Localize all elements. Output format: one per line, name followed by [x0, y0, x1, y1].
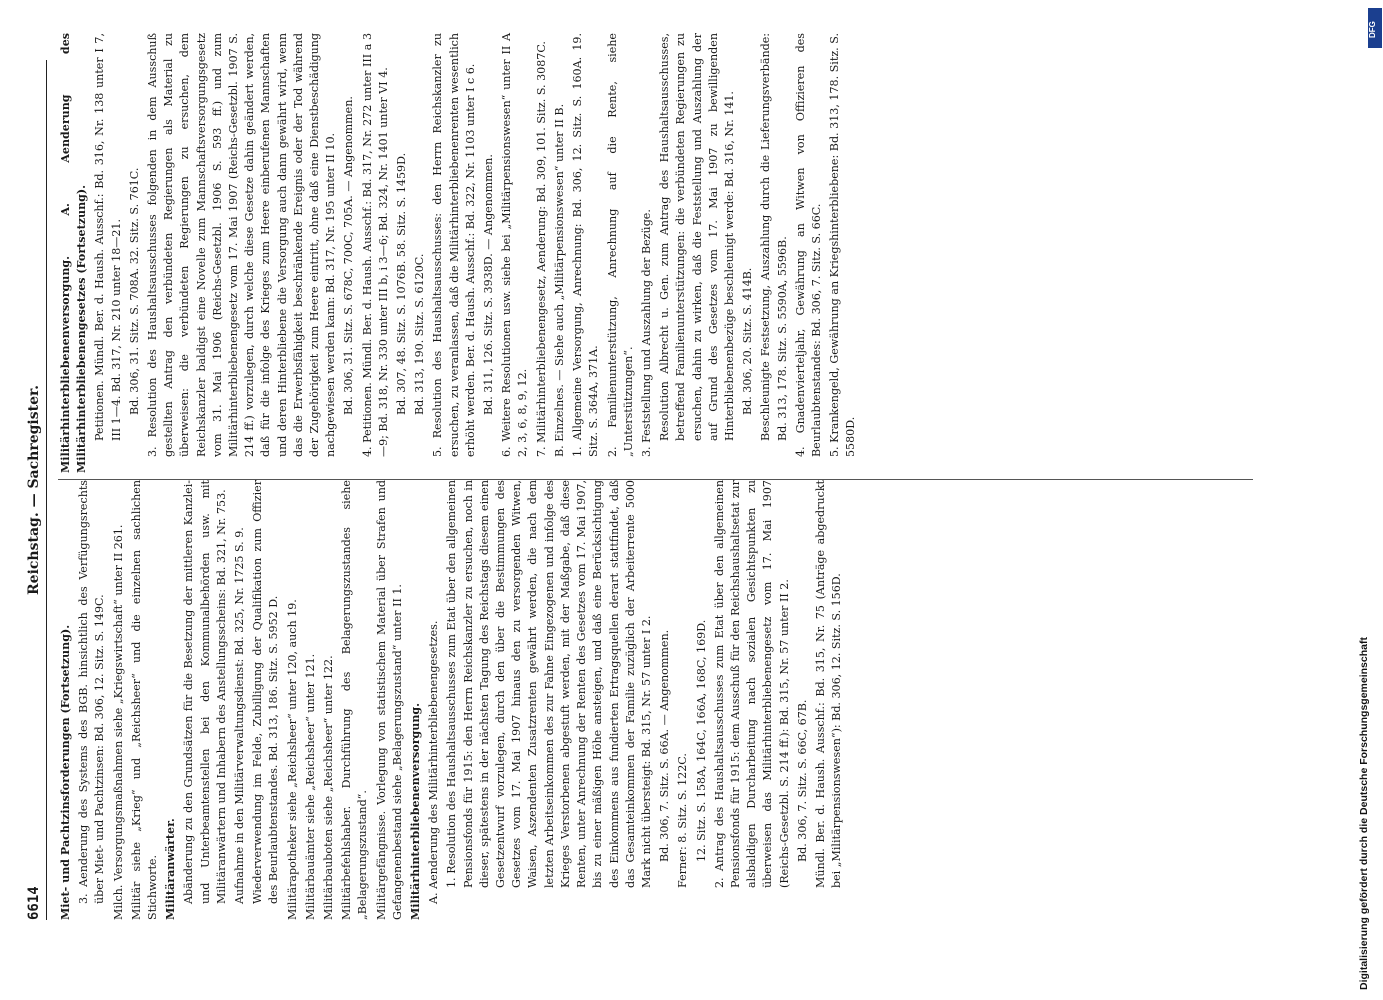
right-column-entry: 6. Weitere Resolutionen usw. siehe bei „Militärpensionswesen“ unter II A 2, 3, 6, 8, 9, 12. [500, 33, 530, 457]
left-column-entry: 3. Aenderung des Systems des BGB. hinsichtlich des Verfügungsrechts über Miet- und Pachtzinsen: Bd. 306, 12. Sitz. S. 149C. [77, 480, 107, 904]
left-column-entry: A. Aenderung des Militärhinterbliebenengesetzes. [427, 620, 441, 904]
right-column-entry: Petitionen. Mündl. Ber. d. Haush. Ausschf.: Bd. 316, Nr. 138 unter I 7, III 1—4. Bd. 317, Nr. 210 unter 18—21. [93, 33, 123, 441]
page-number: 6614 [26, 886, 42, 920]
right-column-entry: 5. Krankengeld, Gewährung an Kriegshinterbliebene: Bd. 313, 178. Sitz. S. 5580D. [828, 33, 858, 457]
left-column-entry: Mündl. Ber. d. Haush. Ausschf.: Bd. 315, Nr. 75 (Anträge abgedruckt bei „Militärpensionswesen“): Bd. 306, 12. Sitz. S. 156D. [813, 480, 844, 888]
left-column-entry: Militäranwärter. [164, 818, 178, 920]
right-column-entry: Resolution Albrecht u. Gen. zum Antrag des Haushaltsausschusses, betreffend Familienunterstützungen: die verbündeten Regierungen zu ersuchen, dahin zu wirken, daß die Feststellung und Auszahlung der auf Grund des Gesetzes vom 17. Mai 1907 zu bewilligenden Hinterbliebenenbezüge beschleunigt werde: Bd. 316, Nr. 141. [658, 33, 736, 441]
digitization-note: Digitalisierung gefördert durch die Deutsche Forschungsgemeinschaft [1358, 637, 1370, 990]
right-column-entry: 3. Resolution des Haushaltsausschusses folgenden in dem Ausschuß gestellten Antrag den verbündeten Regierungen als Material zu überweisen: die verbündeten Regierungen zu ersuchen, dem Reichskanzler baldigst eine Novelle zum Mannschaftsversorgungsgesetz vom 31. Mai 1906 (Reichs-Gesetzbl. 1906 S. 593 ff.) und zum Militärhinterbliebenengesetz vom 17. Mai 1907 (Reichs-Gesetzbl. 1907 S. 214 ff.) vorzulegen, durch welche diese Gesetze dahin geändert werden, daß für die infolge des Krieges zum Heere einberufenen Mannschaften und deren Hinterbliebene die Versorgung auch dann gewährt wird, wenn das die Erwerbsfähigkeit beschränkende Ereignis oder der Tod während der Zugehörigkeit zum Heere eintritt, ohne daß eine Dienstbeschädigung nachgewiesen werden kann: Bd. 317, Nr. 195 unter II 10. [146, 33, 338, 457]
right-column-entry: 2. Familienunterstützung, Anrechnung auf die Rente, siehe „Unterstützungen“. [605, 33, 635, 457]
left-column-entry: Bd. 306, 7. Sitz. S. 66C, 67B. [795, 699, 809, 862]
dfg-logo-text: DFG [1368, 21, 1377, 38]
right-column-entry: 4. Petitionen. Mündl. Ber. d. Haush. Ausschf.: Bd. 317, Nr. 272 unter III a 3—9; Bd. 318, Nr. 330 unter III b, i 3—6; Bd. 324, Nr. 1401 unter VI 4. [360, 33, 390, 457]
right-column [58, 33, 1253, 480]
left-column-entry: Militär siehe „Krieg“ und „Reichsheer“ und die einzelnen sachlichen Stichworte. [129, 480, 160, 920]
right-column-entry: B. Einzelnes. — Siehe auch „Militärpensionswesen“ unter II B. [552, 103, 566, 457]
left-column-entry: Militärapotheker siehe „Reichsheer“ unter 120, auch 19. [285, 599, 299, 920]
right-column-entry: 3. Feststellung und Auszahlung der Bezüge. [639, 209, 653, 457]
left-column-entry: 12. Sitz. S. 158A, 164C, 166A, 168C, 169D. [694, 619, 708, 862]
running-header [22, 60, 47, 920]
left-column-entry: Militärgefängnisse. Vorlegung von statistischem Material über Strafen und Gefangenenbestand siehe „Belagerungszustand“ unter II 1. [374, 480, 404, 920]
right-column-entry: Bd. 306, 31. Sitz. S. 678C, 700C, 705A. — Angenommen. [342, 96, 356, 415]
left-column-entry: Milch. Versorgungsmaßnahmen siehe „Kriegswirtschaft“ unter II 261. [111, 524, 125, 920]
running-head: Reichstag. — Sachregister. [26, 385, 42, 595]
left-column-entry: 1. Resolution des Haushaltsausschusses zum Etat über den allgemeinen Pensionsfonds für 1915: den Herrn Reichskanzler zu ersuchen, noch in dieser, spätestens in der nächsten Tagung des Reichstags diesem einen Gesetzentwurf vorzulegen, durch den über die Bestimmungen des Gesetzes vom 17. Mai 1907 hinaus den zu versorgenden Witwen, Waisen, Aszendenten Zusatzrenten gewährt werden, die nach dem letzten Arbeitseinkommen des zur Fahne Eingezogenen und infolge des Krieges Verstorbenen abgestuft werden, mit der Maßgabe, daß diese Renten, unter Anrechnung der Renten des Gesetzes vom 17. Mai 1907, bis zu einer mäßigen Höhe ansteigen, und daß eine Berücksichtigung des Einkommens aus fundierten Ertragsquellen derart stattfindet, daß das Gesamteinkommen der Familie zuzüglich der Arbeiterrente 5000 Mark nicht übersteigt: Bd. 315, Nr. 57 unter I 2. [445, 480, 653, 888]
right-column-entry: 4. Gnadenvierteljahr, Gewährung an Witwen von Offizieren des Beurlaubtenstandes: Bd. 306, 7. Sitz. S. 66C. [793, 33, 823, 457]
right-column-entry: Militärhinterbliebenenversorgung. A. Aenderung des Militärhinterbliebenengesetzes (Fortsetzung). [59, 33, 89, 473]
left-column-entry: Militärbauämter siehe „Reichsheer“ unter 121. [303, 653, 317, 920]
right-column-entry: Bd. 311, 126. Sitz. S. 3938D. — Angenommen. [482, 154, 496, 415]
right-column-entry: Beschleunigte Festsetzung, Auszahlung durch die Lieferungsverbände: Bd. 313, 178. Sitz. S. 5590A, 5596B. [759, 33, 789, 441]
left-column-entry: Wiederverwendung im Felde, Zubilligung der Qualifikation zum Offizier des Beurlaubtenstandes. Bd. 313, 186. Sitz. S. 5952 D. [251, 480, 281, 904]
left-column-entry: 2. Antrag des Haushaltsausschusses zum Etat über den allgemeinen Pensionsfonds für 1915: dem Ausschuß für den Reichshaushaltsetat zur alsbaldigen Durcharbeitung nach sozialen Gesichtspunkten zu überweisen das Militärhinterbliebenengesetz vom 17. Mai 1907 (Reichs-Gesetzbl. S. 214 ff.): Bd. 315, Nr. 57 unter II 2. [712, 480, 791, 888]
right-column-entry: 5. Resolution des Haushaltsausschusses: den Herrn Reichskanzler zu ersuchen, zu veranlassen, daß die Militärhinterbliebenenrenten wesentlich erhöht werden. Ber. d. Haush. Ausschf.: Bd. 322, Nr. 1103 unter I c 6. [431, 33, 477, 457]
left-column-entry: Militärbauboten siehe „Reichsheer“ unter 122. [322, 655, 336, 920]
right-column-entry: 7. Militärhinterbliebenengesetz, Aenderung: Bd. 309, 101. Sitz. S. 3087C. [534, 41, 548, 457]
right-column-entry: 1. Allgemeine Versorgung, Anrechnung: Bd. 306, 12. Sitz. S. 160A. 19. Sitz. S. 364A, 371A. [571, 33, 601, 457]
left-column-entry: Ferner: 8. Sitz. S. 122C. [676, 753, 690, 888]
right-column-entry: Bd. 306, 20. Sitz. S. 414B. [741, 267, 755, 415]
left-column-entry: Militärhinterbliebenenversorgung. [409, 702, 423, 920]
left-column-entry: Aufnahme in den Militärverwaltungsdienst: Bd. 325, Nr. 1725 S. 9. [233, 527, 247, 904]
right-column-entry: Bd. 313, 190. Sitz. S. 6120C. [413, 253, 427, 415]
right-column-entry: Bd. 306, 31. Sitz. S. 708A. 32. Sitz. S. 761C. [127, 167, 141, 415]
left-column-entry: Militärbefehlshaber. Durchführung des Belagerungszustandes siehe „Belagerungszustand“. [340, 480, 370, 920]
dfg-logo [1368, 8, 1382, 48]
right-column-entry: Bd. 307, 48. Sitz. S. 1076B. 58. Sitz. S. 1459D. [395, 152, 409, 415]
left-column-entry: Abänderung zu den Grundsätzen für die Besetzung der mittleren Kanzlei- und Unterbeamtenstellen bei den Kommunalbehörden usw. mit Militäranwärtern und Inhabern des Anstellungsscheins: Bd. 321, Nr. 753. [182, 480, 228, 904]
left-column [58, 480, 847, 920]
left-column-entry: Bd. 306, 7. Sitz. S. 66A. — Angenommen. [658, 629, 672, 862]
left-column-entry: Miet- und Pachtzinsforderungen (Fortsetzung). [59, 624, 72, 920]
